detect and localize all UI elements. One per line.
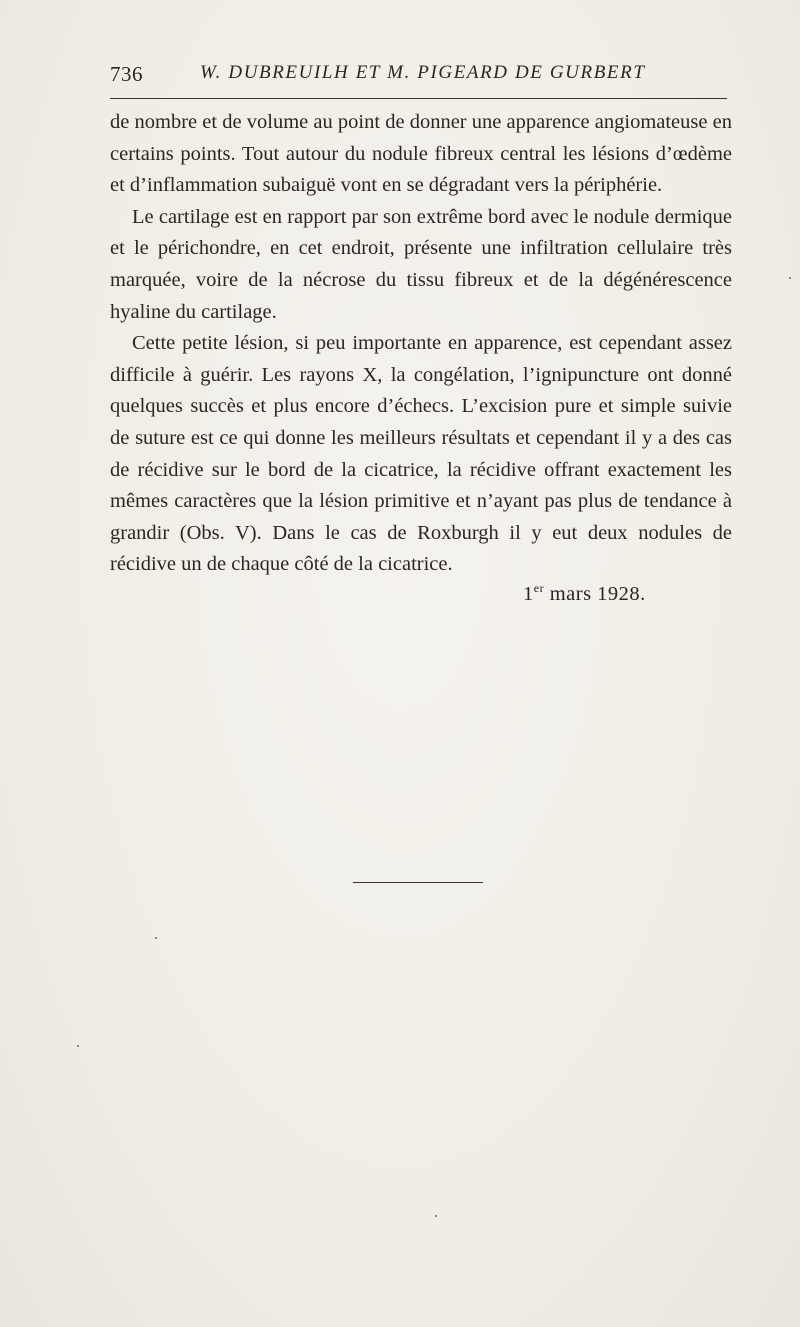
page-header [110,62,732,92]
dateline-rest: mars 1928. [544,583,646,605]
speck [77,1045,79,1047]
page-number: 736 [110,62,143,86]
header-rule [110,98,727,99]
paragraph: de nombre et de volume au point de donner une apparence angiomateuse en certains points. Tout autour du nodule fibreux central les lésions d’œdème et d’inflammation subaiguë vont en se dégradant vers la périphérie. [110,111,732,197]
paragraph: Cette petite lésion, si peu importante en apparence, est cependant assez difficile à guérir. Les rayons X, la congélation, l’ignipuncture ont donné quelques succès et plus encore d’échecs. L’excision pure et simple suivie de suture est ce qui donne les meilleurs résultats et cependant il y a des cas de récidive sur le bord de la cicatrice, la récidive offrant exactement les mêmes caractères que la lésion primitive et n’ayant pas plus de tendance à grandir (Obs. V). Dans le cas de Roxburgh il y eut deux nodules de récidive un de chaque côté de la cicatrice. [110,332,732,576]
speck [789,277,791,279]
dateline-superscript: er [533,581,545,595]
body-text [110,107,732,581]
end-rule [353,882,483,883]
speck [155,937,157,939]
paragraph: Le cartilage est en rapport par son extrême bord avec le nodule dermique et le périchondre, en cet endroit, présente une infiltration cellulaire très marquée, voire de la nécrose du tissu fibreux et de la dégénérescence hyaline du cartilage. [110,205,732,323]
dateline-day: 1 [523,583,534,605]
running-head: W. DUBREUILH ET M. PIGEARD DE GURBERT [200,62,646,83]
dateline [523,581,646,606]
speck [435,1215,437,1217]
